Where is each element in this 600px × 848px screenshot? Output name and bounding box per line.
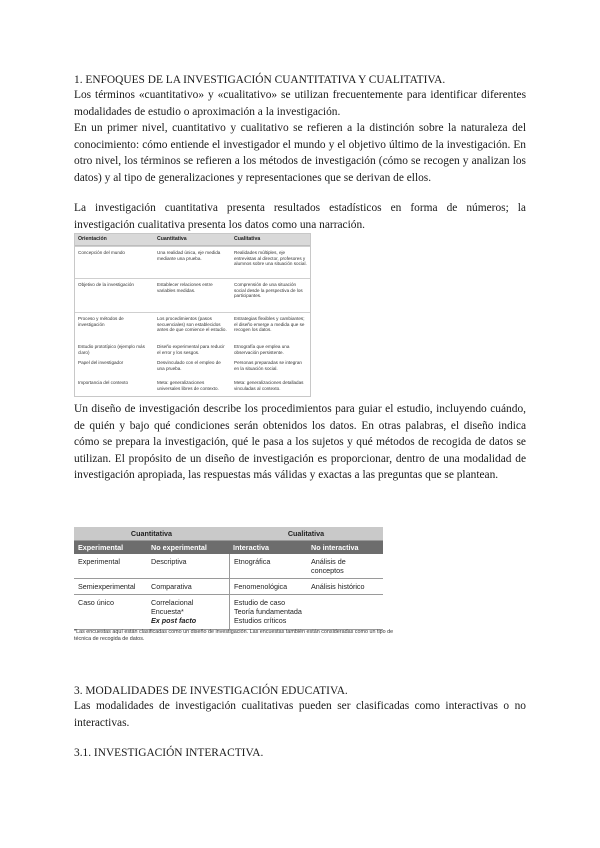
cell-line: Encuesta* <box>151 607 184 616</box>
table-cell: Establecer relaciones entre variables medidas. <box>157 282 213 293</box>
cell-line: Correlacional <box>151 598 194 607</box>
subheader-no-experimental: No experimental <box>151 543 207 552</box>
table-cell: Análisis histórico <box>311 582 365 591</box>
table-cell: Importancia del contexto <box>78 380 129 385</box>
table-cell: Caso único <box>78 598 114 607</box>
table-cell: Meta: generalizaciones detalladas vinculadas al contexto. <box>234 380 304 391</box>
subheader-experimental: Experimental <box>78 543 124 552</box>
section-heading-3: 3. MODALIDADES DE INVESTIGACIÓN EDUCATIVA. <box>74 685 348 697</box>
table-cell: Desvinculado con el empleo de una prueba. <box>157 360 221 371</box>
section-heading-1: 1. ENFOQUES DE LA INVESTIGACIÓN CUANTITATIVA Y CUALITATIVA. <box>74 74 446 86</box>
table-row <box>74 595 383 630</box>
cell-line: Estudio de caso <box>234 598 286 607</box>
table-cell: Estrategias flexibles y cambiantes; el diseño emerge a medida que se recogen los datos. <box>234 316 305 333</box>
table-cell: Análisis de conceptos <box>311 557 346 575</box>
header-cualitativa: Cualitativa <box>234 236 261 242</box>
table-cell: Una realidad única, eje medida mediante una prueba. <box>157 250 221 261</box>
table-footnote: *Las encuestas aquí están clasificadas como un diseño de investigación. Las encuestas también están consideradas como un tipo de técnica de recogida de datos. <box>74 629 394 643</box>
header-cuantitativa: Cuantitativa <box>130 529 173 538</box>
table-row <box>74 554 383 579</box>
table-cell: Los procedimientos (pasos secuenciales) son establecidos antes de que comience el estudio. <box>157 316 227 333</box>
table-row <box>75 278 310 302</box>
table-cell <box>229 595 307 629</box>
table-cell: Descriptiva <box>151 557 187 566</box>
research-designs-table <box>74 527 383 630</box>
comparison-table-header <box>75 234 310 246</box>
paragraph-terms: Los términos «cuantitativo» y «cualitativo» se utilizan frecuentemente para identificar diferentes modalidades de estudio o aproximación a la investigación. <box>74 89 526 118</box>
table-cell: Papel del investigador <box>78 360 124 365</box>
table-cell <box>307 595 383 629</box>
subheader-no-interactiva: No interactiva <box>311 543 359 552</box>
table-cell: Fenomenológica <box>229 579 307 594</box>
table-cell: Objetivo de la investigación <box>78 282 134 287</box>
research-designs-sub-header <box>74 541 383 554</box>
table-cell <box>147 595 229 629</box>
cell-line: Estudios críticos <box>234 616 287 625</box>
table-cell: Proceso y métodos de investigación <box>78 316 124 327</box>
table-cell: Meta: generalizaciones universales libres de contexto. <box>157 380 219 391</box>
table-row <box>75 377 310 394</box>
table-cell: Diseño experimental para reducir el error y los sesgos. <box>157 344 225 355</box>
table-row <box>75 357 310 374</box>
table-cell: Estudio prototípico (ejemplo más claro) <box>78 344 145 355</box>
section-heading-3-1: 3.1. INVESTIGACIÓN INTERACTIVA. <box>74 747 264 759</box>
header-cualitativa: Cualitativa <box>287 529 325 538</box>
table-cell: Experimental <box>78 557 120 566</box>
table-cell: Semiexperimental <box>78 582 136 591</box>
cell-line: Ex post facto <box>151 616 197 625</box>
research-designs-top-header <box>74 527 383 541</box>
table-row <box>75 246 310 270</box>
paragraph-modalities: Las modalidades de investigación cualitativas pueden ser clasificadas como interactivas o no interactivas. <box>74 700 526 729</box>
table-cell: Personas preparadas se integran en la situación social. <box>234 360 302 371</box>
paragraph-design: Un diseño de investigación describe los procedimientos para guiar el estudio, incluyendo cuándo, de quién y bajo qué condiciones serán obtenidos los datos. En otras palabras, el diseño indica cómo se prepara la investigación, qué le pasa a los sujetos y qué métodos de recogida de datos se utilizan. El propósito de un diseño de investigación es proporcionar, dentro de una modalidad de investigación apropiada, las respuestas más válidas y exactas a las preguntas que se plantean. <box>74 403 526 482</box>
table-row <box>74 579 383 595</box>
cell-line: Teoría fundamentada <box>234 607 302 616</box>
header-cuantitativa: Cuantitativa <box>156 236 187 242</box>
comparison-table <box>74 233 311 397</box>
table-cell: Etnográfica <box>229 554 307 578</box>
paragraph-results: La investigación cuantitativa presenta resultados estadísticos en forma de números; la investigación cualitativa presenta los datos como una narración. <box>74 202 526 231</box>
table-cell: Concepción del mundo <box>78 250 125 255</box>
table-cell: Etnografía que emplea una observación persistente. <box>234 344 290 355</box>
table-row <box>75 341 310 358</box>
table-cell: Comparativa <box>151 582 192 591</box>
table-row <box>75 312 310 336</box>
subheader-interactiva: Interactiva <box>233 543 269 552</box>
table-cell: Realidades múltiples, eje entrevistas al director, profesores y alumnos sobre una situación social. <box>234 250 307 267</box>
header-orientacion: Orientación <box>78 236 107 242</box>
paragraph-levels: En un primer nivel, cuantitativo y cualitativo se refieren a la distinción sobre la naturaleza del conocimiento: cómo entiende el investigador el mundo y el objetivo último de la investigación. En otro nivel, los términos se refieren a los métodos de investigación (cómo se recogen y analizan los datos) y al tipo de generalizaciones y representaciones que se derivan de ellos. <box>74 122 526 184</box>
table-cell: Comprensión de una situación social desde la perspectiva de los participantes. <box>234 282 303 299</box>
